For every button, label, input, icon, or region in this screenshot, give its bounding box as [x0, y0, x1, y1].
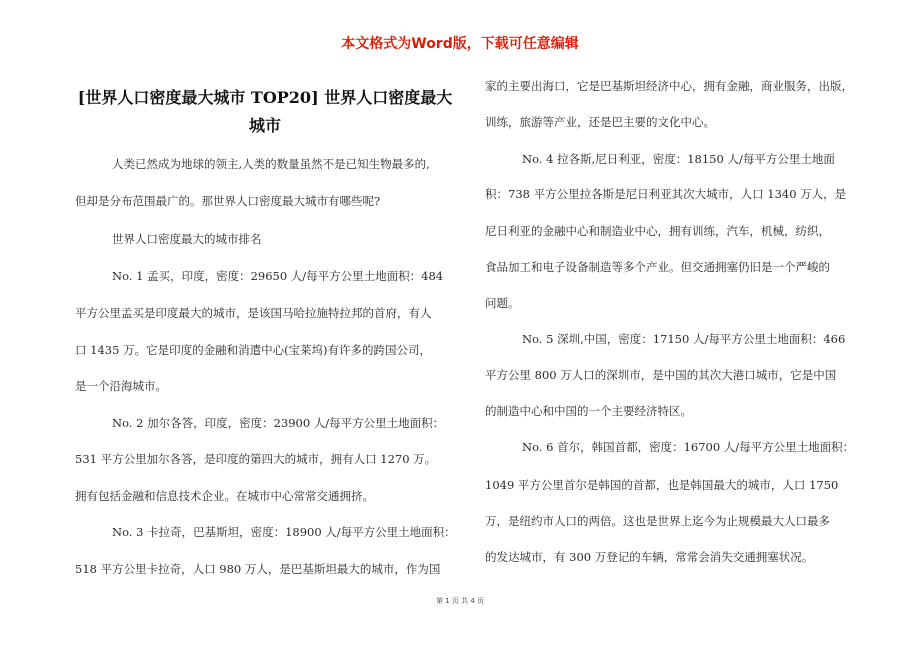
paragraph-line: No. 6 首尔，韩国首都，密度：16700 人/每平方公里土地面积：	[522, 440, 855, 454]
paragraph-line: 518 平方公里卡拉奇，人口 980 万人，是巴基斯坦最大的城市，作为国	[75, 562, 441, 576]
paragraph-line: 531 平方公里加尔各答，是印度的第四大的城市，拥有人口 1270 万。	[75, 452, 437, 466]
page-number-footer: 第 1 页 共 4 页	[435, 597, 485, 605]
paragraph-line: No. 2 加尔各答，印度，密度：23900 人/每平方公里土地面积：	[112, 416, 445, 430]
paragraph-line: 拥有包括金融和信息技术企业。在城市中心常常交通拥挤。	[75, 489, 374, 503]
paragraph-line: No. 5 深圳,中国，密度：17150 人/每平方公里土地面积：466	[522, 332, 846, 346]
paragraph-line: 平方公里 800 万人口的深圳市，是中国的其次大港口城市，它是中国	[485, 368, 837, 382]
paragraph-line: 积：738 平方公里拉各斯是尼日利亚其次大城市，人口 1340 万人，是	[485, 187, 847, 201]
paragraph-line: 食品加工和电子设备制造等多个产业。但交通拥塞仍旧是一个严峻的	[485, 260, 830, 274]
paragraph-line: 的发达城市，有 300 万登记的车辆，常常会消失交通拥塞状况。	[485, 550, 814, 564]
document-title	[60, 84, 470, 140]
paragraph-line: No. 3 卡拉奇，巴基斯坦，密度：18900 人/每平方公里土地面积：	[112, 525, 456, 539]
paragraph-line: No. 1 孟买，印度，密度：29650 人/每平方公里土地面积：484	[112, 269, 444, 283]
paragraph-line: 家的主要出海口，它是巴基斯坦经济中心，拥有金融，商业服务，出版，	[485, 79, 853, 93]
document-title-line-2: 城市	[248, 116, 281, 135]
paragraph-line: 平方公里孟买是印度最大的城市，是该国马哈拉施特拉邦的首府，有人	[75, 306, 432, 320]
paragraph-line: No. 4 拉各斯,尼日利亚，密度：18150 人/每平方公里土地面	[522, 152, 835, 166]
paragraph-line: 但却是分布范围最广的。那世界人口密度最大城市有哪些呢?	[75, 194, 381, 208]
paragraph-line: 训练，旅游等产业，还是巴主要的文化中心。	[485, 115, 715, 129]
edit-notice-banner: 本文格式为Word版，下载可任意编辑	[341, 36, 579, 52]
paragraph-line: 万，是纽约市人口的两倍。这也是世界上迄今为止规模最大人口最多	[485, 514, 830, 528]
document-title-line-1: [世界人口密度最大城市 TOP20] 世界人口密度最大	[77, 88, 453, 107]
paragraph-line: 口 1435 万。它是印度的金融和消遣中心(宝莱坞)有许多的跨国公司，	[75, 343, 432, 357]
paragraph-line: 人类已然成为地球的领主,人类的数量虽然不是已知生物最多的,	[112, 157, 430, 171]
paragraph-line: 世界人口密度最大的城市排名	[112, 232, 262, 246]
paragraph-line: 1049 平方公里首尔是韩国的首都，也是韩国最大的城市，人口 1750	[485, 478, 839, 492]
paragraph-line: 问题。	[485, 296, 520, 310]
paragraph-line: 尼日利亚的金融中心和制造业中心，拥有训练，汽车，机械，纺织，	[485, 224, 830, 238]
paragraph-line: 的制造中心和中国的一个主要经济特区。	[485, 404, 692, 418]
paragraph-line: 是一个沿海城市。	[75, 379, 167, 393]
